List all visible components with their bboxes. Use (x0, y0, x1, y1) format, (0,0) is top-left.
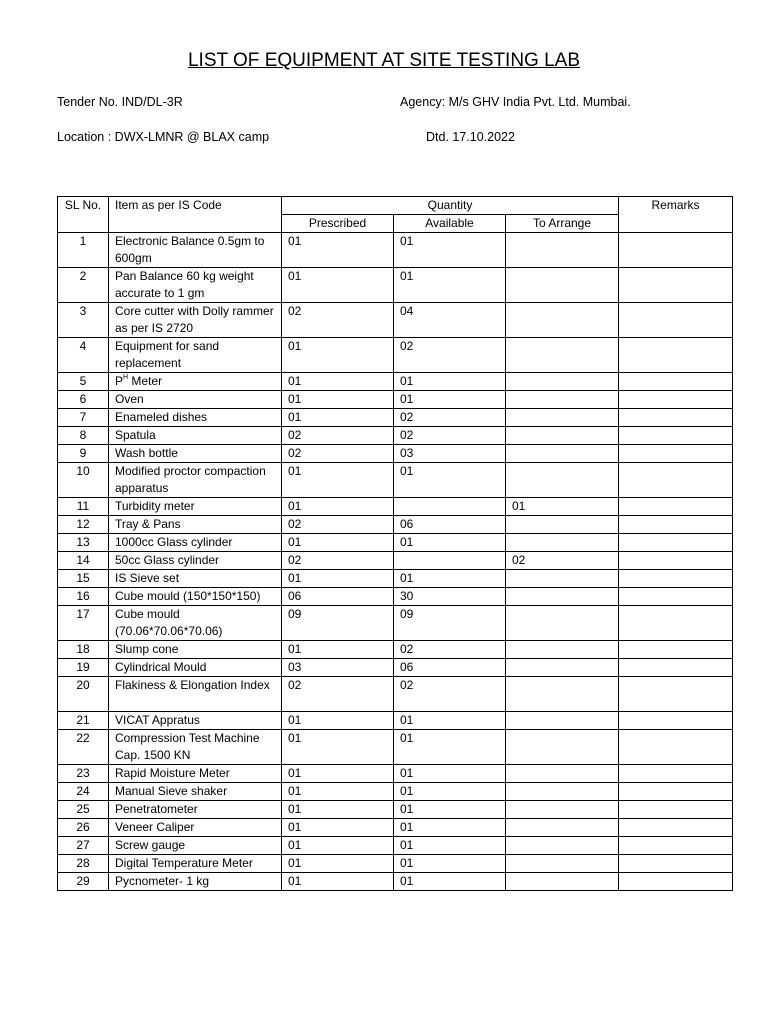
table-row (58, 303, 733, 338)
to-arrange-cell: 01 (506, 498, 619, 516)
to-arrange-cell (506, 712, 619, 730)
available-cell: 06 (394, 516, 506, 534)
remarks-cell (619, 498, 733, 516)
sl-no-cell: 22 (58, 730, 109, 765)
to-arrange-cell (506, 445, 619, 463)
available-cell (394, 552, 506, 570)
sl-no-cell: 27 (58, 837, 109, 855)
item-cell: Electronic Balance 0.5gm to 600gm (109, 233, 282, 268)
sl-no-cell: 11 (58, 498, 109, 516)
available-cell: 02 (394, 338, 506, 373)
available-cell: 01 (394, 801, 506, 819)
available-cell: 01 (394, 373, 506, 391)
to-arrange-cell (506, 570, 619, 588)
prescribed-cell: 01 (282, 373, 394, 391)
prescribed-cell: 01 (282, 391, 394, 409)
prescribed-cell: 01 (282, 873, 394, 891)
header-row (58, 197, 733, 215)
prescribed-cell: 01 (282, 409, 394, 427)
remarks-cell (619, 606, 733, 641)
table-row (58, 516, 733, 534)
remarks-cell (619, 765, 733, 783)
sl-no-cell: 18 (58, 641, 109, 659)
item-header: Item as per IS Code (109, 197, 282, 233)
sl-no-cell: 5 (58, 373, 109, 391)
table-row (58, 427, 733, 445)
item-cell: Digital Temperature Meter (109, 855, 282, 873)
remarks-cell (619, 570, 733, 588)
table-row (58, 677, 733, 712)
to-arrange-cell (506, 409, 619, 427)
sl-no-cell: 12 (58, 516, 109, 534)
prescribed-cell: 01 (282, 819, 394, 837)
sl-no-cell: 25 (58, 801, 109, 819)
available-cell: 02 (394, 677, 506, 712)
item-cell: Turbidity meter (109, 498, 282, 516)
item-cell: Veneer Caliper (109, 819, 282, 837)
prescribed-cell: 01 (282, 463, 394, 498)
prescribed-cell: 01 (282, 570, 394, 588)
table-row (58, 712, 733, 730)
prescribed-cell: 01 (282, 641, 394, 659)
sl-no-cell: 3 (58, 303, 109, 338)
item-cell: Core cutter with Dolly rammer as per IS 2720 (109, 303, 282, 338)
available-cell (394, 498, 506, 516)
item-cell: Cylindrical Mould (109, 659, 282, 677)
sl-no-cell: 26 (58, 819, 109, 837)
prescribed-cell: 01 (282, 268, 394, 303)
to-arrange-cell (506, 233, 619, 268)
prescribed-cell: 09 (282, 606, 394, 641)
sl-no-cell: 15 (58, 570, 109, 588)
sl-no-cell: 20 (58, 677, 109, 712)
prescribed-cell: 01 (282, 783, 394, 801)
to-arrange-cell (506, 837, 619, 855)
to-arrange-cell (506, 606, 619, 641)
remarks-cell (619, 445, 733, 463)
item-cell: Pycnometer- 1 kg (109, 873, 282, 891)
table-row (58, 338, 733, 373)
prescribed-header: Prescribed (282, 215, 394, 233)
to-arrange-cell (506, 373, 619, 391)
equipment-table (57, 196, 733, 891)
sl-no-cell: 24 (58, 783, 109, 801)
prescribed-cell: 02 (282, 303, 394, 338)
table-row (58, 233, 733, 268)
item-cell: 1000cc Glass cylinder (109, 534, 282, 552)
remarks-cell (619, 730, 733, 765)
item-cell: Spatula (109, 427, 282, 445)
tender-number: Tender No. IND/DL-3R (57, 95, 183, 109)
to-arrange-cell (506, 338, 619, 373)
to-arrange-cell (506, 783, 619, 801)
remarks-cell (619, 677, 733, 712)
available-cell: 01 (394, 268, 506, 303)
table-row (58, 588, 733, 606)
prescribed-cell: 02 (282, 516, 394, 534)
sl-no-cell: 17 (58, 606, 109, 641)
quantity-header: Quantity (282, 197, 619, 215)
sl-no-cell: 6 (58, 391, 109, 409)
table-row (58, 855, 733, 873)
remarks-cell (619, 783, 733, 801)
available-cell: 01 (394, 765, 506, 783)
available-cell: 01 (394, 233, 506, 268)
available-cell: 06 (394, 659, 506, 677)
to-arrange-cell (506, 819, 619, 837)
remarks-cell (619, 712, 733, 730)
document-date: Dtd. 17.10.2022 (426, 130, 515, 144)
table-row (58, 391, 733, 409)
table-row (58, 445, 733, 463)
table-row (58, 463, 733, 498)
prescribed-cell: 01 (282, 233, 394, 268)
available-cell: 01 (394, 570, 506, 588)
sl-no-cell: 4 (58, 338, 109, 373)
item-cell: Manual Sieve shaker (109, 783, 282, 801)
to-arrange-cell (506, 588, 619, 606)
sl-no-cell: 29 (58, 873, 109, 891)
sl-no-cell: 1 (58, 233, 109, 268)
table-row (58, 552, 733, 570)
table-row (58, 570, 733, 588)
prescribed-cell: 06 (282, 588, 394, 606)
sl-no-cell: 13 (58, 534, 109, 552)
prescribed-cell: 01 (282, 837, 394, 855)
remarks-cell (619, 552, 733, 570)
to-arrange-cell (506, 427, 619, 445)
to-arrange-cell (506, 801, 619, 819)
table-row (58, 873, 733, 891)
to-arrange-cell (506, 534, 619, 552)
table-row (58, 783, 733, 801)
item-cell: Slump cone (109, 641, 282, 659)
prescribed-cell: 02 (282, 445, 394, 463)
available-cell: 01 (394, 534, 506, 552)
remarks-cell (619, 427, 733, 445)
sl-no-cell: 19 (58, 659, 109, 677)
item-cell: 50cc Glass cylinder (109, 552, 282, 570)
table-row (58, 606, 733, 641)
to-arrange-cell (506, 730, 619, 765)
prescribed-cell: 01 (282, 730, 394, 765)
sl-no-header: SL No. (58, 197, 109, 233)
table-row (58, 498, 733, 516)
available-cell: 01 (394, 463, 506, 498)
remarks-header: Remarks (619, 197, 733, 233)
available-header: Available (394, 215, 506, 233)
to-arrange-cell (506, 641, 619, 659)
item-cell: Cube mould (70.06*70.06*70.06) (109, 606, 282, 641)
remarks-cell (619, 641, 733, 659)
agency-name: Agency: M/s GHV India Pvt. Ltd. Mumbai. (400, 95, 631, 109)
available-cell: 30 (394, 588, 506, 606)
prescribed-cell: 01 (282, 338, 394, 373)
available-cell: 04 (394, 303, 506, 338)
prescribed-cell: 03 (282, 659, 394, 677)
available-cell: 02 (394, 641, 506, 659)
remarks-cell (619, 659, 733, 677)
remarks-cell (619, 391, 733, 409)
item-cell: Rapid Moisture Meter (109, 765, 282, 783)
sl-no-cell: 7 (58, 409, 109, 427)
prescribed-cell: 01 (282, 765, 394, 783)
table-row (58, 730, 733, 765)
table-row (58, 837, 733, 855)
to-arrange-cell (506, 873, 619, 891)
table-row (58, 801, 733, 819)
sl-no-cell: 21 (58, 712, 109, 730)
to-arrange-cell (506, 268, 619, 303)
remarks-cell (619, 338, 733, 373)
location: Location : DWX-LMNR @ BLAX camp (57, 130, 270, 144)
table-row (58, 268, 733, 303)
sl-no-cell: 9 (58, 445, 109, 463)
item-cell: Pan Balance 60 kg weight accurate to 1 gm (109, 268, 282, 303)
prescribed-cell: 01 (282, 534, 394, 552)
sl-no-cell: 23 (58, 765, 109, 783)
remarks-cell (619, 801, 733, 819)
available-cell: 02 (394, 427, 506, 445)
table-row (58, 819, 733, 837)
sl-no-cell: 2 (58, 268, 109, 303)
to-arrange-cell (506, 677, 619, 712)
remarks-cell (619, 534, 733, 552)
available-cell: 09 (394, 606, 506, 641)
item-superscript: H (123, 374, 129, 381)
prescribed-cell: 02 (282, 552, 394, 570)
item-cell: Oven (109, 391, 282, 409)
table-row (58, 641, 733, 659)
item-cell (109, 373, 282, 391)
table-body (58, 233, 733, 891)
available-cell: 01 (394, 837, 506, 855)
item-cell: Modified proctor compaction apparatus (109, 463, 282, 498)
to-arrange-cell (506, 516, 619, 534)
available-cell: 01 (394, 391, 506, 409)
available-cell: 01 (394, 855, 506, 873)
remarks-cell (619, 819, 733, 837)
sl-no-cell: 14 (58, 552, 109, 570)
remarks-cell (619, 855, 733, 873)
document-title: LIST OF EQUIPMENT AT SITE TESTING LAB (187, 50, 581, 71)
item-cell: Tray & Pans (109, 516, 282, 534)
item-cell: Cube mould (150*150*150) (109, 588, 282, 606)
table-row (58, 534, 733, 552)
table-row (58, 373, 733, 391)
item-cell: Penetratometer (109, 801, 282, 819)
remarks-cell (619, 373, 733, 391)
available-cell: 01 (394, 783, 506, 801)
available-cell: 03 (394, 445, 506, 463)
to-arrange-cell (506, 391, 619, 409)
remarks-cell (619, 409, 733, 427)
available-cell: 01 (394, 819, 506, 837)
item-cell: Enameled dishes (109, 409, 282, 427)
prescribed-cell: 01 (282, 801, 394, 819)
remarks-cell (619, 837, 733, 855)
table-row (58, 765, 733, 783)
sl-no-cell: 10 (58, 463, 109, 498)
sl-no-cell: 16 (58, 588, 109, 606)
item-text: P (115, 374, 124, 388)
to-arrange-header: To Arrange (506, 215, 619, 233)
item-cell: Wash bottle (109, 445, 282, 463)
item-cell: IS Sieve set (109, 570, 282, 588)
to-arrange-cell: 02 (506, 552, 619, 570)
prescribed-cell: 01 (282, 855, 394, 873)
item-cell: Equipment for sand replacement (109, 338, 282, 373)
remarks-cell (619, 268, 733, 303)
sl-no-cell: 28 (58, 855, 109, 873)
available-cell: 01 (394, 730, 506, 765)
to-arrange-cell (506, 659, 619, 677)
item-cell: Flakiness & Elongation Index (109, 677, 282, 712)
to-arrange-cell (506, 855, 619, 873)
item-cell: VICAT Appratus (109, 712, 282, 730)
prescribed-cell: 02 (282, 427, 394, 445)
remarks-cell (619, 303, 733, 338)
prescribed-cell: 01 (282, 498, 394, 516)
available-cell: 01 (394, 873, 506, 891)
prescribed-cell: 02 (282, 677, 394, 712)
sl-no-cell: 8 (58, 427, 109, 445)
remarks-cell (619, 516, 733, 534)
remarks-cell (619, 873, 733, 891)
remarks-cell (619, 233, 733, 268)
available-cell: 02 (394, 409, 506, 427)
prescribed-cell: 01 (282, 712, 394, 730)
to-arrange-cell (506, 765, 619, 783)
remarks-cell (619, 463, 733, 498)
item-cell: Screw gauge (109, 837, 282, 855)
table-row (58, 659, 733, 677)
available-cell: 01 (394, 712, 506, 730)
table-row (58, 409, 733, 427)
item-text-tail: Meter (128, 374, 163, 388)
item-cell: Compression Test Machine Cap. 1500 KN (109, 730, 282, 765)
to-arrange-cell (506, 303, 619, 338)
to-arrange-cell (506, 463, 619, 498)
remarks-cell (619, 588, 733, 606)
